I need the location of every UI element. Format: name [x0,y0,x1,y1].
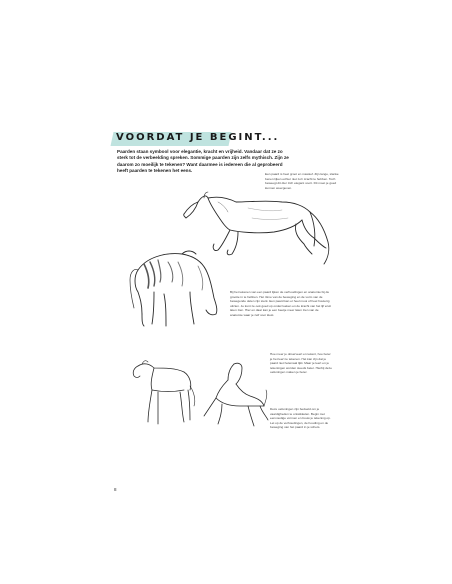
intro-paragraph: Paarden staan symbool voor elegantie, kracht en vrijheid. Vandaar dat ze zo sterk tot de verbeelding spreken. Sommige paarden zijn zelfs mythisch. Zijn ze daarom zo moeilijk te tekenen? Want daarmee is iedereen die al geprobeerd heeft paarden te tekenen het eens. [117,149,289,174]
caption-jumping-horse: Een paard is heel groot en massief. Zijn lange, slanke benen lijken echter niet zo'n kracht te hebben. Toch beweegt dit dier zich elegant voort. Dit moet je goed kunnen weergeven. [265,172,339,190]
page-heading: VOORDAT JE BEGINT... [116,132,280,143]
standing-horse-sketch [128,356,198,428]
caption-standing-horses: Hoe meer je observeert en tekent, hoe beter je het leert te tekenen. Het kan zijn dat je paard niet helemaal lijkt. Maar je leert en je tekeningen worden steeds beter. Hierbij deze oefeningen maken je beter. [270,352,332,375]
grazing-horse-sketch [124,240,224,330]
caption-exercises: Deze oefeningen zijn bedoeld om je vaardigheden te ontwikkelen. Begin met eenvoudige vormen en bouw je tekening op. Let op de verhoudingen, de houding en de beweging van het paard in je schets. [270,407,331,430]
trotting-horse-sketch [200,360,270,430]
page-number: 8 [114,487,117,492]
caption-grazing-horse: Bij het tekenen van een paard lijken de verhoudingen en anatomie bij de grootte in te hebben. Het ritme van de beweging en de vorm van de bewegende delen zijn sterk. Een paard kan er heel mooi of heel houterig uitzien. Je kunt ze ook goed op onderzoeken en de kracht van het lijf eruit laten zien. Hier en daar kan je een beetje meer laten zien van de anatomie waar je zelf voor kiest. [230,290,331,317]
